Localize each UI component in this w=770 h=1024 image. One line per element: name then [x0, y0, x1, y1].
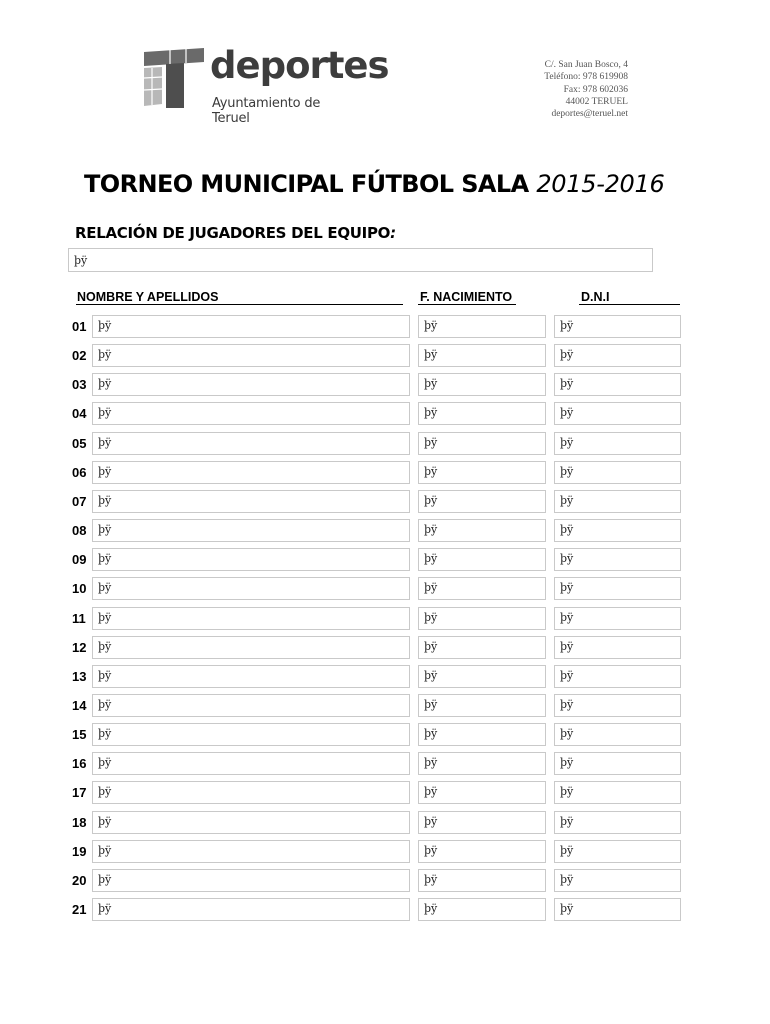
- column-header-name: NOMBRE Y APELLIDOS: [77, 290, 219, 304]
- birth-date-field[interactable]: þÿ: [418, 869, 546, 892]
- player-name-field[interactable]: þÿ: [92, 665, 410, 688]
- dni-field[interactable]: þÿ: [554, 665, 681, 688]
- dni-field[interactable]: þÿ: [554, 373, 681, 396]
- dni-field[interactable]: þÿ: [554, 315, 681, 338]
- player-name-field[interactable]: þÿ: [92, 577, 410, 600]
- player-name-field[interactable]: þÿ: [92, 607, 410, 630]
- player-name-field[interactable]: þÿ: [92, 781, 410, 804]
- player-name-field[interactable]: þÿ: [92, 723, 410, 746]
- row-number: 10: [72, 581, 87, 596]
- birth-date-field[interactable]: þÿ: [418, 373, 546, 396]
- dni-field[interactable]: þÿ: [554, 461, 681, 484]
- page-title: [84, 170, 664, 198]
- dni-field[interactable]: þÿ: [554, 490, 681, 513]
- dni-field[interactable]: þÿ: [554, 519, 681, 542]
- birth-date-field[interactable]: þÿ: [418, 665, 546, 688]
- player-name-field[interactable]: þÿ: [92, 490, 410, 513]
- player-name-field[interactable]: þÿ: [92, 636, 410, 659]
- row-number: 18: [72, 815, 87, 830]
- birth-date-field[interactable]: þÿ: [418, 577, 546, 600]
- row-number: 04: [72, 406, 87, 421]
- birth-date-field[interactable]: þÿ: [418, 461, 546, 484]
- contact-address: C/. San Juan Bosco, 4: [544, 60, 628, 70]
- player-name-field[interactable]: þÿ: [92, 752, 410, 775]
- header-underline-dni: [579, 304, 680, 305]
- column-header-birth: F. NACIMIENTO: [420, 290, 513, 304]
- player-name-field[interactable]: þÿ: [92, 811, 410, 834]
- birth-date-field[interactable]: þÿ: [418, 607, 546, 630]
- player-name-field[interactable]: þÿ: [92, 898, 410, 921]
- row-number: 21: [72, 902, 87, 917]
- contact-city: 44002 TERUEL: [565, 96, 628, 107]
- deportes-logo: [140, 42, 389, 126]
- row-number: 15: [72, 727, 87, 742]
- dni-field[interactable]: þÿ: [554, 752, 681, 775]
- player-name-field[interactable]: þÿ: [92, 694, 410, 717]
- title-year: 2015-2016: [536, 170, 665, 198]
- row-number: 11: [72, 611, 86, 626]
- player-name-field[interactable]: þÿ: [92, 548, 410, 571]
- player-name-field[interactable]: þÿ: [92, 402, 410, 425]
- birth-date-field[interactable]: þÿ: [418, 402, 546, 425]
- birth-date-field[interactable]: þÿ: [418, 811, 546, 834]
- dni-field[interactable]: þÿ: [554, 781, 681, 804]
- column-header-dni: D.N.I: [581, 290, 610, 304]
- logo-subtitle: Ayuntamiento de Teruel: [212, 96, 321, 126]
- team-label-colon: :: [390, 224, 396, 242]
- dni-field[interactable]: þÿ: [554, 898, 681, 921]
- dni-field[interactable]: þÿ: [554, 636, 681, 659]
- contact-phone: Teléfono: 978 619908: [544, 72, 628, 83]
- contact-email: deportes@teruel.net: [551, 109, 628, 120]
- player-name-field[interactable]: þÿ: [92, 315, 410, 338]
- player-name-field[interactable]: þÿ: [92, 869, 410, 892]
- row-number: 02: [72, 348, 87, 363]
- row-number: 03: [72, 377, 87, 392]
- birth-date-field[interactable]: þÿ: [418, 694, 546, 717]
- player-name-field[interactable]: þÿ: [92, 840, 410, 863]
- dni-field[interactable]: þÿ: [554, 577, 681, 600]
- header-underline-name: [76, 304, 403, 305]
- row-number: 19: [72, 844, 87, 859]
- dni-field[interactable]: þÿ: [554, 840, 681, 863]
- birth-date-field[interactable]: þÿ: [418, 723, 546, 746]
- birth-date-field[interactable]: þÿ: [418, 840, 546, 863]
- row-number: 17: [72, 785, 87, 800]
- birth-date-field[interactable]: þÿ: [418, 752, 546, 775]
- row-number: 20: [72, 873, 87, 888]
- dni-field[interactable]: þÿ: [554, 811, 681, 834]
- row-number: 08: [72, 523, 87, 538]
- player-name-field[interactable]: þÿ: [92, 432, 410, 455]
- player-name-field[interactable]: þÿ: [92, 461, 410, 484]
- header-underline-birth: [418, 304, 516, 305]
- team-name-field[interactable]: þÿ: [68, 248, 653, 272]
- birth-date-field[interactable]: þÿ: [418, 898, 546, 921]
- birth-date-field[interactable]: þÿ: [418, 781, 546, 804]
- dni-field[interactable]: þÿ: [554, 344, 681, 367]
- title-main: TORNEO MUNICIPAL FÚTBOL SALA: [84, 170, 529, 198]
- dni-field[interactable]: þÿ: [554, 432, 681, 455]
- t-emblem-icon: [140, 48, 208, 110]
- row-number: 13: [72, 669, 87, 684]
- player-name-field[interactable]: þÿ: [92, 344, 410, 367]
- row-number: 16: [72, 756, 87, 771]
- birth-date-field[interactable]: þÿ: [418, 344, 546, 367]
- row-number: 12: [72, 640, 87, 655]
- dni-field[interactable]: þÿ: [554, 869, 681, 892]
- birth-date-field[interactable]: þÿ: [418, 315, 546, 338]
- dni-field[interactable]: þÿ: [554, 402, 681, 425]
- birth-date-field[interactable]: þÿ: [418, 548, 546, 571]
- birth-date-field[interactable]: þÿ: [418, 432, 546, 455]
- player-name-field[interactable]: þÿ: [92, 519, 410, 542]
- birth-date-field[interactable]: þÿ: [418, 636, 546, 659]
- dni-field[interactable]: þÿ: [554, 694, 681, 717]
- player-name-field[interactable]: þÿ: [92, 373, 410, 396]
- team-label-text: RELACIÓN DE JUGADORES DEL EQUIPO: [75, 224, 391, 242]
- birth-date-field[interactable]: þÿ: [418, 519, 546, 542]
- row-number: 07: [72, 494, 87, 509]
- row-number: 09: [72, 552, 87, 567]
- logo-wordmark: deportes: [210, 44, 389, 87]
- birth-date-field[interactable]: þÿ: [418, 490, 546, 513]
- team-label: [75, 224, 396, 242]
- dni-field[interactable]: þÿ: [554, 607, 681, 630]
- contact-block: [520, 59, 628, 120]
- row-number: 05: [72, 436, 87, 451]
- row-number: 14: [72, 698, 87, 713]
- dni-field[interactable]: þÿ: [554, 548, 681, 571]
- dni-field[interactable]: þÿ: [554, 723, 681, 746]
- row-number: 01: [72, 319, 87, 334]
- contact-fax: Fax: 978 602036: [563, 84, 628, 95]
- row-number: 06: [72, 465, 87, 480]
